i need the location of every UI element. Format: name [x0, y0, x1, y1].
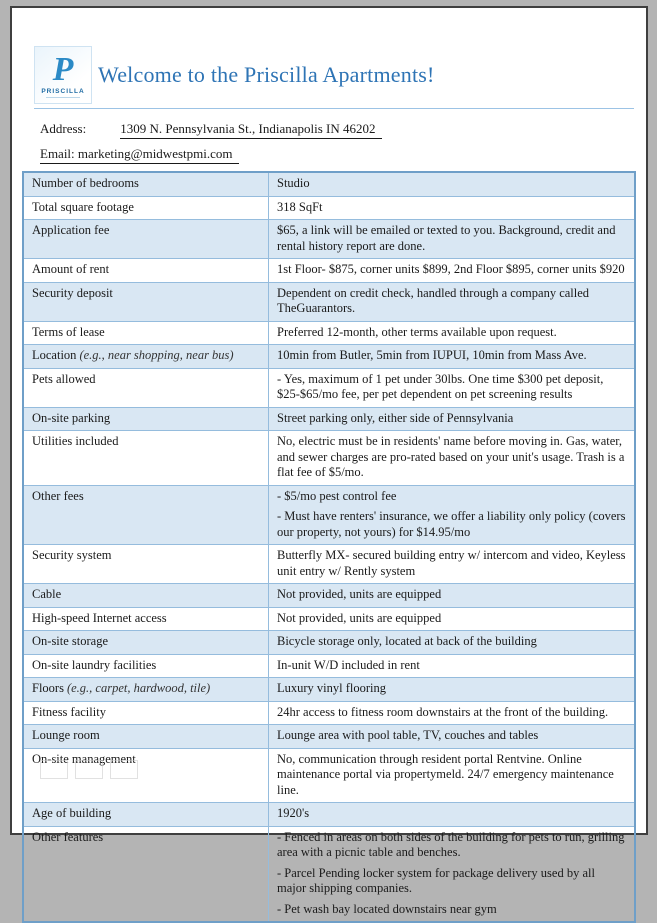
page-title: Welcome to the Priscilla Apartments! [98, 62, 435, 87]
table-row [23, 368, 635, 407]
row-value-line: 318 SqFt [277, 199, 323, 214]
table-row [23, 631, 635, 655]
table-row [23, 485, 635, 545]
row-label: Number of bedrooms [32, 176, 139, 190]
row-label: Cable [32, 587, 62, 601]
row-value-cell [269, 368, 636, 407]
row-value-line: No, communication through resident portal Rentvine. Online maintenance portal via propertymeld. 24/7 emergency maintenance line. [277, 751, 614, 797]
row-label-cell [23, 725, 269, 749]
row-value-line: Luxury vinyl flooring [277, 681, 387, 695]
row-value-line: 1st Floor- $875, corner units $899, 2nd Floor $895, corner units $920 [277, 262, 625, 276]
row-value-cell [269, 220, 636, 259]
table-row [23, 584, 635, 608]
email-link[interactable]: Email: marketing@midwestpmi.com [40, 146, 239, 164]
row-value-cell [269, 584, 636, 608]
row-label: On-site storage [32, 634, 109, 648]
address-row [40, 121, 636, 139]
row-value-cell [269, 282, 636, 321]
row-value-line: 24hr access to fitness room downstairs at the front of the building. [277, 704, 609, 719]
row-label: On-site laundry facilities [32, 657, 157, 672]
row-label-cell [23, 826, 269, 922]
row-label: Fitness facility [32, 704, 106, 719]
row-value-cell [269, 678, 636, 702]
row-value-line: No, electric must be in residents' name before moving in. Gas, water, and sewer charges are pro-rated based on your unit's usage. Trash is a flat fee of $5/mo. [277, 434, 625, 479]
row-label-cell [23, 345, 269, 369]
row-value-cell [269, 545, 636, 584]
table-row [23, 654, 635, 678]
table-row [23, 282, 635, 321]
row-label-cell [23, 368, 269, 407]
row-label-cell [23, 545, 269, 584]
row-value-line: Not provided, units are equipped [277, 610, 442, 625]
row-value-line: Lounge area with pool table, TV, couches and tables [277, 728, 539, 742]
row-value-line: In-unit W/D included in rent [277, 657, 420, 672]
row-value-line: Bicycle storage only, located at back of the building [277, 634, 537, 648]
table-row [23, 321, 635, 345]
row-label: Security system [32, 548, 112, 562]
row-value-line: Dependent on credit check, handled through a company called TheGuarantors. [277, 285, 590, 315]
row-label: Lounge room [32, 728, 100, 742]
row-value-line: Butterfly MX- secured building entry w/ intercom and video, Keyless unit entry w/ Rently system [277, 548, 626, 578]
row-value-line: Not provided, units are equipped [277, 587, 442, 601]
row-label: Pets allowed [32, 371, 96, 386]
row-label: On-site management [32, 751, 136, 766]
row-label: Location [32, 348, 77, 362]
table-row [23, 172, 635, 196]
row-label-note: (e.g., carpet, hardwood, tile) [66, 681, 211, 695]
contact-block [40, 121, 636, 164]
document-header [34, 46, 634, 109]
table-row [23, 407, 635, 431]
row-label-cell [23, 321, 269, 345]
row-value-cell [269, 607, 636, 631]
table-row [23, 196, 635, 220]
row-label-cell [23, 196, 269, 220]
row-label-cell [23, 259, 269, 283]
table-row [23, 678, 635, 702]
row-label-cell [23, 220, 269, 259]
row-label-note: (e.g., near shopping, near bus) [79, 348, 234, 362]
table-row [23, 803, 635, 827]
table-row [23, 701, 635, 725]
faint-mark [40, 760, 68, 779]
table-row [23, 431, 635, 486]
logo-tagline-rule [46, 97, 80, 98]
row-value-cell [269, 701, 636, 725]
row-label: Security deposit [32, 285, 113, 300]
table-row [23, 259, 635, 283]
table-row [23, 725, 635, 749]
row-label: Amount of rent [32, 262, 110, 276]
row-label: Other fees [32, 488, 84, 503]
row-value-cell [269, 631, 636, 655]
table-body [23, 172, 635, 922]
row-label: Total square footage [32, 199, 134, 214]
row-value-line: $65, a link will be emailed or texted to you. Background, credit and rental history report are done. [277, 223, 616, 253]
row-value-cell [269, 725, 636, 749]
row-value-cell [269, 826, 636, 922]
row-value-cell [269, 431, 636, 486]
row-value-line: Street parking only, either side of Pennsylvania [277, 410, 514, 425]
row-label: Terms of lease [32, 324, 105, 339]
row-value-line: - Fenced in areas on both sides of the building for pets to run, grilling area with a picnic table and benches. [277, 829, 625, 859]
address-value: 1309 N. Pennsylvania St., Indianapolis IN 46202 [120, 121, 381, 139]
row-value-line: - Yes, maximum of 1 pet under 30lbs. One time $300 pet deposit, $25-$65/mo fee, per pet dependent on pet screening results [277, 371, 604, 401]
row-value-line: Preferred 12-month, other terms available upon request. [277, 324, 557, 339]
row-label: Floors [32, 681, 64, 695]
row-value-cell [269, 485, 636, 545]
row-value-cell [269, 196, 636, 220]
row-value-line: - Pet wash bay located downstairs near gym [277, 901, 497, 916]
table-row [23, 345, 635, 369]
table-row [23, 220, 635, 259]
priscilla-logo [34, 46, 92, 104]
row-label-cell [23, 631, 269, 655]
row-value-line: - $5/mo pest control fee [277, 488, 397, 503]
row-label-cell [23, 431, 269, 486]
row-value-cell [269, 172, 636, 196]
row-label-cell [23, 654, 269, 678]
faint-scan-artifact [40, 760, 138, 779]
table-row [23, 607, 635, 631]
table-row [23, 545, 635, 584]
row-label: High-speed Internet access [32, 610, 167, 625]
row-label-cell [23, 172, 269, 196]
row-label-cell [23, 701, 269, 725]
row-value-line: - Parcel Pending locker system for package delivery used by all major shipping companies. [277, 865, 595, 895]
faint-mark [75, 760, 103, 779]
row-label-cell [23, 803, 269, 827]
row-label: Application fee [32, 223, 110, 237]
row-value-cell [269, 407, 636, 431]
apartment-info-table [22, 171, 636, 923]
row-value-line: 1920's [277, 806, 310, 820]
row-label: On-site parking [32, 410, 111, 425]
email-row [40, 146, 636, 164]
logo-p-glyph: P [52, 50, 74, 88]
row-value-cell [269, 345, 636, 369]
row-value-cell [269, 748, 636, 803]
row-label-cell [23, 485, 269, 545]
document-page [10, 6, 648, 916]
row-label-cell [23, 678, 269, 702]
row-label: Age of building [32, 806, 112, 820]
row-label: Other features [32, 829, 104, 844]
row-value-line: Studio [277, 176, 310, 190]
logo-brand-text: PRISCILLA [41, 87, 85, 95]
row-value-cell [269, 654, 636, 678]
row-value-cell [269, 321, 636, 345]
row-label-cell [23, 282, 269, 321]
table-row [23, 826, 635, 922]
row-value-cell [269, 803, 636, 827]
address-label: Address: [40, 121, 87, 136]
row-label: Utilities included [32, 434, 119, 448]
faint-mark [110, 760, 138, 779]
row-label-cell [23, 584, 269, 608]
row-label-cell [23, 407, 269, 431]
row-value-line: 10min from Butler, 5min from IUPUI, 10min from Mass Ave. [277, 348, 587, 362]
row-label-cell [23, 607, 269, 631]
row-value-line: - Must have renters' insurance, we offer a liability only policy (covers our property, not yours) for $14.95/mo [277, 509, 626, 539]
row-value-cell [269, 259, 636, 283]
